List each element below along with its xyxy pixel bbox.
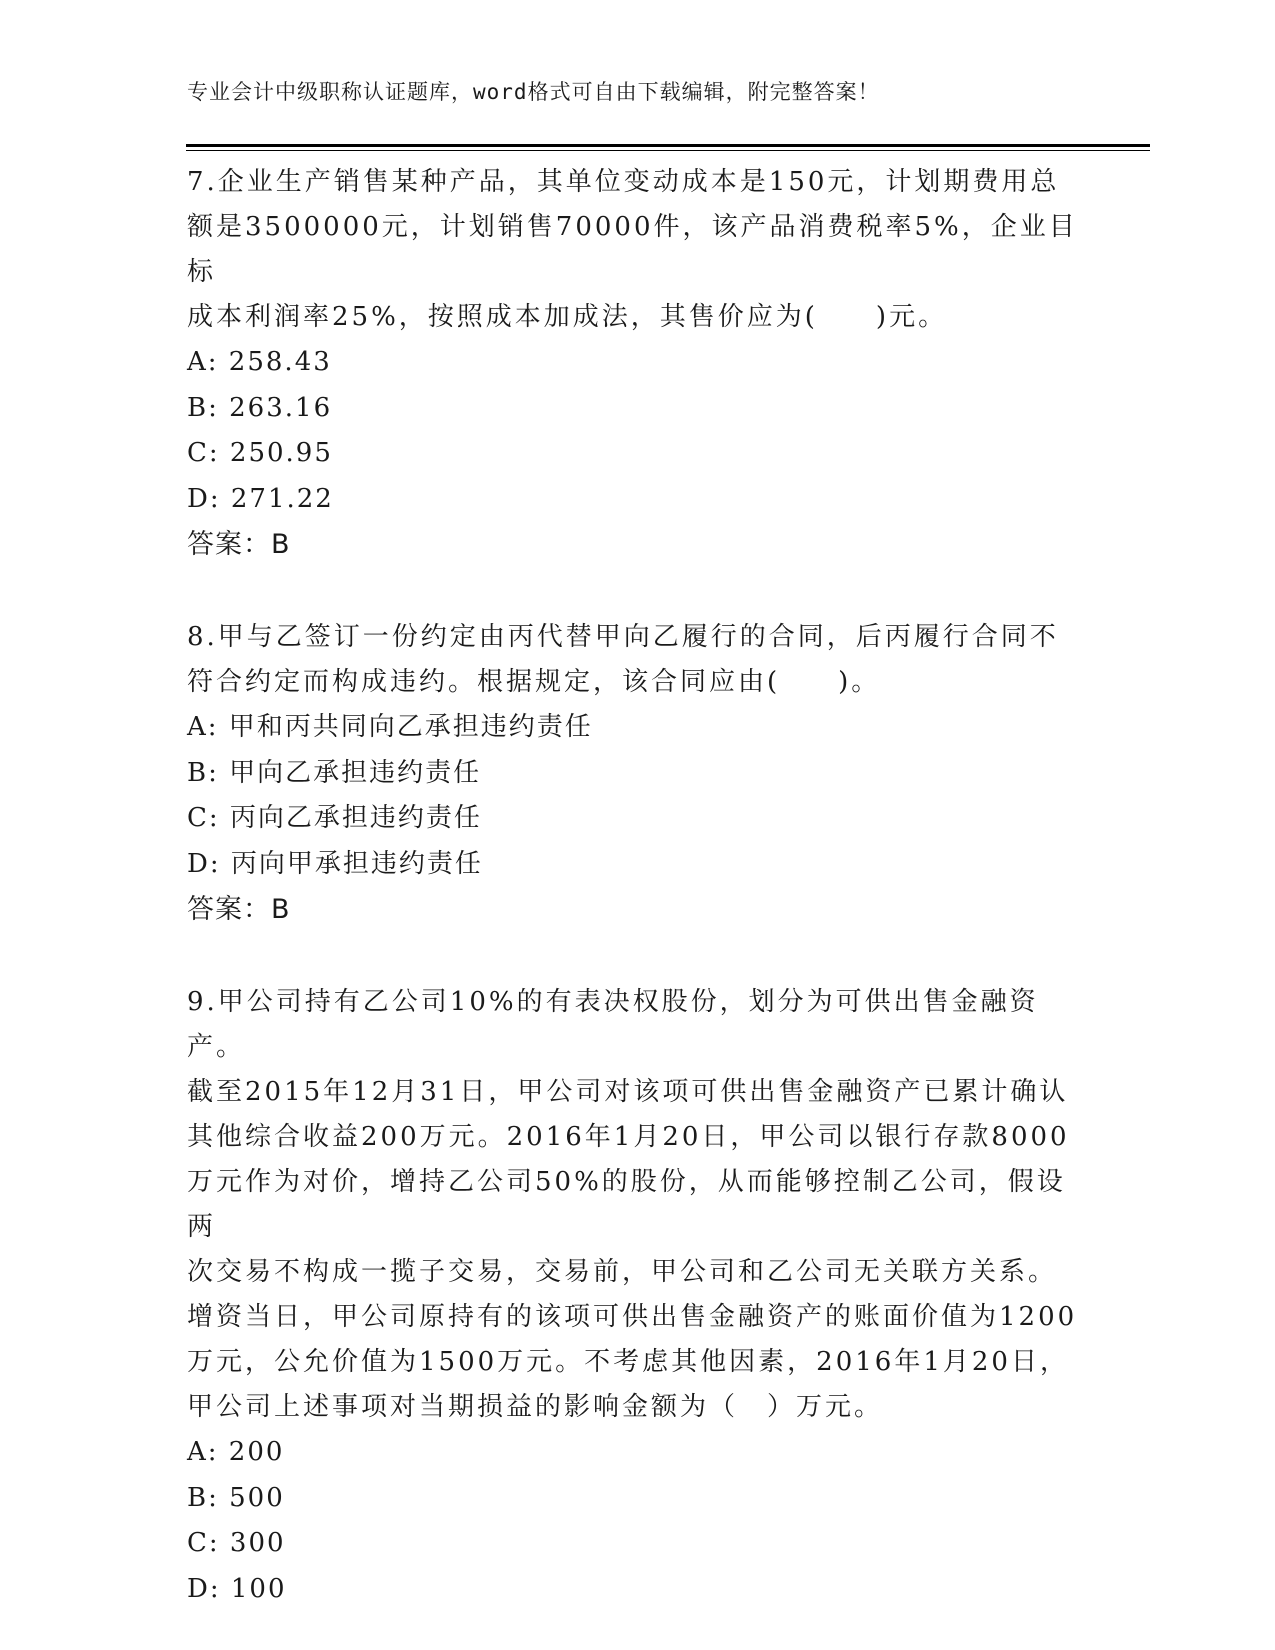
- question-stem: 8.甲与乙签订一份约定由丙代替甲向乙履行的合同，后丙履行合同不 符合约定而构成违约。根据规定，该合同应由( )。: [187, 622, 1059, 697]
- question-9: [187, 980, 1087, 1612]
- option-c: C: 丙向乙承担违约责任: [187, 803, 482, 833]
- header-rule-thin: [186, 150, 1150, 151]
- question-stem: 9.甲公司持有乙公司10%的有表决权股份，划分为可供出售金融资产。 截至2015年12月31日，甲公司对该项可供出售金融资产已累计确认 其他综合收益200万元。2016年1月20日，甲公司以银行存款8000 万元作为对价，增持乙公司50%的股份，从而能够控制乙公司，假设两 次交易不构成一揽子交易，交易前，甲公司和乙公司无关联方关系。 增资当日，甲公司原持有的该项可供出售金融资产的账面价值为1200 万元，公允价值为1500万元。不考虑其他因素，2016年1月20日， 甲公司上述事项对当期损益的影响金额为（ ）万元。: [187, 987, 1078, 1422]
- page-header: 专业会计中级职称认证题库，word格式可自由下载编辑，附完整答案！: [187, 80, 880, 104]
- option-b: B: 甲向乙承担违约责任: [187, 757, 482, 788]
- question-list: [187, 160, 1087, 1612]
- answer-line: 答案：B: [187, 894, 291, 925]
- option-a: A: 甲和丙共同向乙承担违约责任: [187, 712, 593, 742]
- question-7: [187, 160, 1087, 567]
- option-d: D: 100: [187, 1573, 287, 1604]
- question-stem: 7.企业生产销售某种产品，其单位变动成本是150元，计划期费用总 额是3500000元，计划销售70000件，该产品消费税率5%，企业目标 成本利润率25%，按照成本加成法，其售价应为( )元。: [187, 167, 1078, 332]
- option-d: D: 271.22: [187, 483, 334, 514]
- question-spacer: [187, 567, 1087, 615]
- option-b: B: 263.16: [187, 392, 333, 423]
- question-8: [187, 615, 1087, 932]
- option-b: B: 500: [187, 1482, 285, 1513]
- answer-line: 答案：B: [187, 529, 291, 560]
- option-c: C: 250.95: [187, 438, 333, 468]
- header-rule-thick: [186, 144, 1150, 147]
- option-d: D: 丙向甲承担违约责任: [187, 848, 483, 879]
- question-spacer: [187, 932, 1087, 980]
- option-a: A: 258.43: [187, 347, 332, 377]
- option-a: A: 200: [187, 1437, 285, 1467]
- option-c: C: 300: [187, 1528, 286, 1558]
